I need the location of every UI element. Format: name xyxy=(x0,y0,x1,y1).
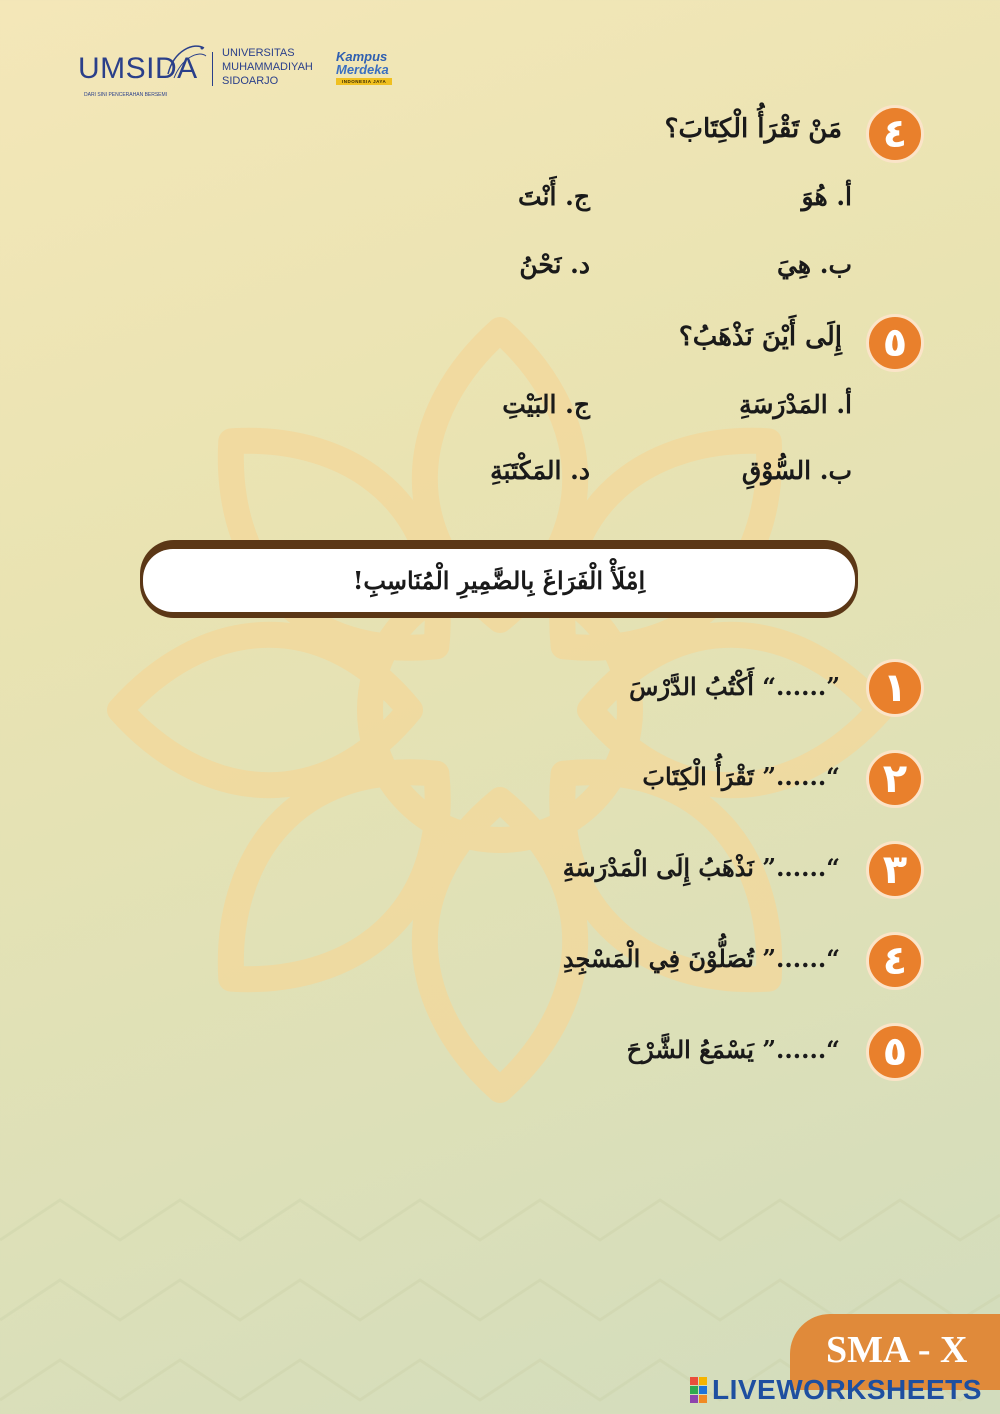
question-number-badge: ٤ xyxy=(866,105,924,163)
option-c[interactable]: ج. البَيْتِ xyxy=(502,390,590,419)
item-number-badge: ٥ xyxy=(866,1023,924,1081)
option-d[interactable]: د. المَكْتَبَةِ xyxy=(490,456,590,485)
logo-divider xyxy=(212,52,213,86)
option-d[interactable]: د. نَحْنُ xyxy=(519,250,590,279)
item-number-badge: ٤ xyxy=(866,932,924,990)
item-number-badge: ٣ xyxy=(866,841,924,899)
option-b[interactable]: ب. السُّوْقِ xyxy=(741,456,852,485)
item-number-badge: ٢ xyxy=(866,750,924,808)
fill-in-sentence[interactable]: ”......“ أَكْتُبُ الدَّرْسَ xyxy=(629,672,840,701)
university-logo xyxy=(78,40,418,110)
liveworksheets-logo-icon xyxy=(690,1377,707,1403)
kampus-line2: Merdeka xyxy=(336,62,389,77)
university-name-line1: UNIVERSITAS xyxy=(222,47,295,59)
question-text: إِلَى أَيْنَ نَذْهَبُ؟ xyxy=(678,322,842,352)
orbit-swoosh-icon xyxy=(164,40,208,84)
option-a[interactable]: أ. هُوَ xyxy=(801,182,852,211)
option-c[interactable]: ج. أَنْتَ xyxy=(518,182,590,211)
kampus-merdeka-logo xyxy=(336,50,389,76)
university-name-line2: MUHAMMADIYAH xyxy=(222,61,313,73)
option-b[interactable]: ب. هِيَ xyxy=(777,250,852,279)
liveworksheets-watermark xyxy=(690,1372,982,1408)
instruction-banner xyxy=(140,540,858,618)
university-name-line3: SIDOARJO xyxy=(222,75,279,87)
fill-in-sentence[interactable]: “......” يَسْمَعُ الشَّرْحَ xyxy=(626,1035,840,1064)
kampus-line1: Kampus xyxy=(336,49,388,64)
item-number-badge: ١ xyxy=(866,659,924,717)
question-text: مَنْ تَقْرَأُ الْكِتَابَ؟ xyxy=(664,114,842,144)
umsida-logo-text: UMSIDA xyxy=(78,52,198,85)
umsida-tagline: DARI SINI PENCERAHAN BERSEMI xyxy=(84,92,168,98)
grade-label: SMA - X xyxy=(826,1329,968,1371)
kampus-badge: INDONESIA JAYA xyxy=(336,78,392,85)
fill-in-sentence[interactable]: “......” نَذْهَبُ إِلَى الْمَدْرَسَةِ xyxy=(562,853,840,882)
question-number-badge: ٥ xyxy=(866,314,924,372)
option-a[interactable]: أ. المَدْرَسَةِ xyxy=(739,390,852,419)
instruction-text: اِمْلَأْ الْفَرَاغَ بِالضَّمِيرِ الْمُنَاسِبِ! xyxy=(143,549,855,612)
liveworksheets-text: LIVEWORKSHEETS xyxy=(712,1374,982,1405)
university-name xyxy=(222,46,313,88)
fill-in-sentence[interactable]: “......” تَقْرَأُ الْكِتَابَ xyxy=(642,762,840,791)
fill-in-sentence[interactable]: “......” تُصَلُّوْنَ فِي الْمَسْجِدِ xyxy=(562,944,840,973)
